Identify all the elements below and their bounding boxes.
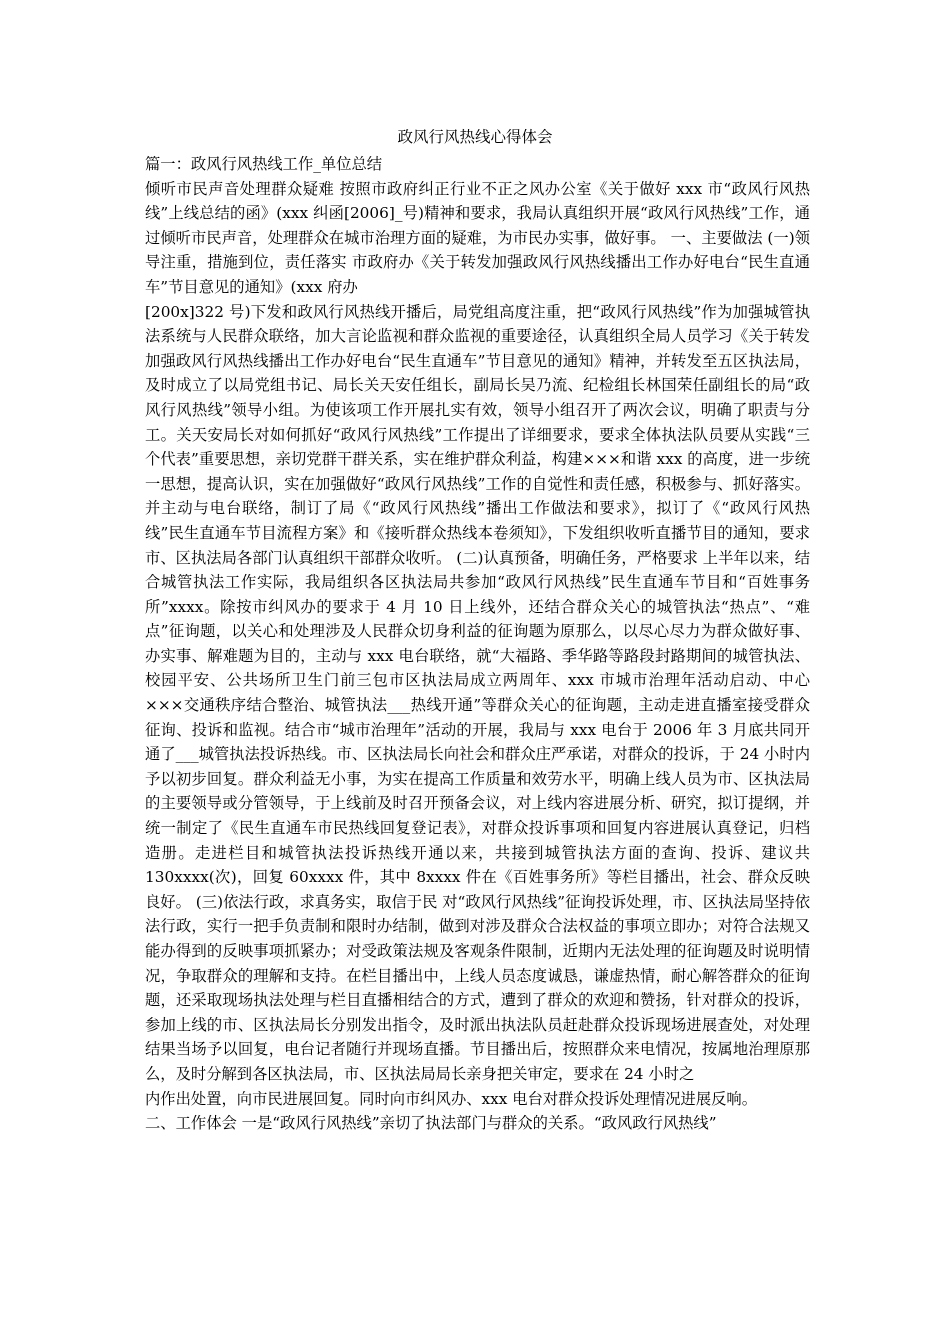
body-paragraph: 倾听市民声音处理群众疑难 按照市政府纠正行业不正之风办公室《关于做好 xxx 市“政风行风热线”上线总结的函》(xxx 纠函[2006]_号)精神和要求，我局认真组织开展“政风行风热线”工作，通过倾听市民声音，处理群众在城市治理方面的疑难，为市民办实事，做好事。 一、主要做法 (一)领导注重，措施到位，责任落实 市政府办《关于转发加强政风行风热线播出工作办好电台“民生直通车”节目意见的通知》(xxx 府办 — [145, 179, 810, 296]
document-body — [145, 152, 810, 1136]
document-title: 政风行风热线心得体会 — [397, 128, 553, 146]
section-heading: 篇一：政风行风热线工作_单位总结 — [145, 155, 383, 173]
body-paragraph: 二、工作体会 一是“政风行风热线”亲切了执法部门与群众的关系。“政风政行风热线” — [145, 1114, 717, 1133]
body-paragraph: 内作出处置，向市民进展回复。同时向市纠风办、xxx 电台对群众投诉处理情况进展反响。 — [145, 1089, 758, 1108]
body-paragraph: [200x]322 号)下发和政风行风热线开播后，局党组高度注重，把“政风行风热线”作为加强城管执法系统与人民群众联络，加大言论监视和群众监视的重要途径，认真组织全局人员学习《关于转发加强政风行风热线播出工作办好电台“民生直通车”节目意见的通知》精神，并转发至五区执法局，及时成立了以局党组书记、局长关天安任组长，副局长吴乃流、纪检组长林国荣任副组长的局“政风行风热线”领导小组。为使该项工作开展扎实有效，领导小组召开了两次会议，明确了职责与分工。关天安局长对如何抓好“政风行风热线”工作提出了详细要求，要求全体执法队员要从实践“三个代表”重要思想，亲切党群干群关系，实在维护群众利益，构建×××和谐 xxx 的高度，进一步统一思想，提高认识，实在加强做好“政风行风热线”工作的自觉性和责任感，积极参与、抓好落实。并主动与电台联络，制订了局《“政风行风热线”播出工作做法和要求》，拟订了《“政风行风热线”民生直通车节目流程方案》和《接听群众热线本卷须知》，下发组织收听直播节目的通知，要求市、区执法局各部门认真组织干部群众收听。 (二)认真预备，明确任务，严格要求 上半年以来，结合城管执法工作实际，我局组织各区执法局共参加“政风行风热线”民生直通车节目和“百姓事务所”xxxx。除按市纠风办的要求于 4 月 10 日上线外，还结合群众关心的城管执法“热点”、“难点”征询题，以关心和处理涉及人民群众切身利益的征询题为原那么，以尽心尽力为群众做好事、办实事、解难题为目的，主动与 xxx 电台联络，就“大福路、季华路等路段封路期间的城管执法、校园平安、公共场所卫生门前三包市区执法局成立两周年、xxx 市城市治理年活动启动、中心×××交通秩序结合整治、城管执法___热线开通”等群众关心的征询题，主动走进直播室接受群众征询、投诉和监视。结合市“城市治理年”活动的开展，我局与 xxx 电台于 2006 年 3 月底共同开通了___城管执法投诉热线。市、区执法局长向社会和群众庄严承诺，对群众的投诉，于 24 小时内予以初步回复。群众利益无小事，为实在提高工作质量和效劳水平，明确上线人员为市、区执法局的主要领导或分管领导，于上线前及时召开预备会议，对上线内容进展分析、研究，拟订提纲，并统一制定了《民生直通车市民热线回复登记表》，对群众投诉事项和回复内容进展认真登记，归档造册。走进栏目和城管执法投诉热线开通以来，共接到城管执法方面的查询、投诉、建议共 130xxxx(次)，回复 60xxxx 件，其中 8xxxx 件在《百姓事务所》等栏目播出，社会、群众反映良好。 (三)依法行政，求真务实，取信于民 对“政风行风热线”征询投诉处理，市、区执法局坚持依法行政，实行一把手负责制和限时办结制，做到对涉及群众合法权益的事项立即办；对符合法规又能办得到的反映事项抓紧办；对受政策法规及客观条件限制，近期内无法处理的征询题及时说明情况，争取群众的理解和支持。在栏目播出中，上线人员态度诚恳，谦虚热情，耐心解答群众的征询题，还采取现场执法处理与栏目直播相结合的方式，遭到了群众的欢迎和赞扬，针对群众的投诉，参加上线的市、区执法局长分别发出指令，及时派出执法队员赶赴群众投诉现场进展查处，对处理结果当场予以回复，电台记者随行并现场直播。节目播出后，按照群众来电情况，按属地治理原那么，及时分解到各区执法局，市、区执法局局长亲身把关审定，要求在 24 小时之 — [145, 302, 811, 1083]
